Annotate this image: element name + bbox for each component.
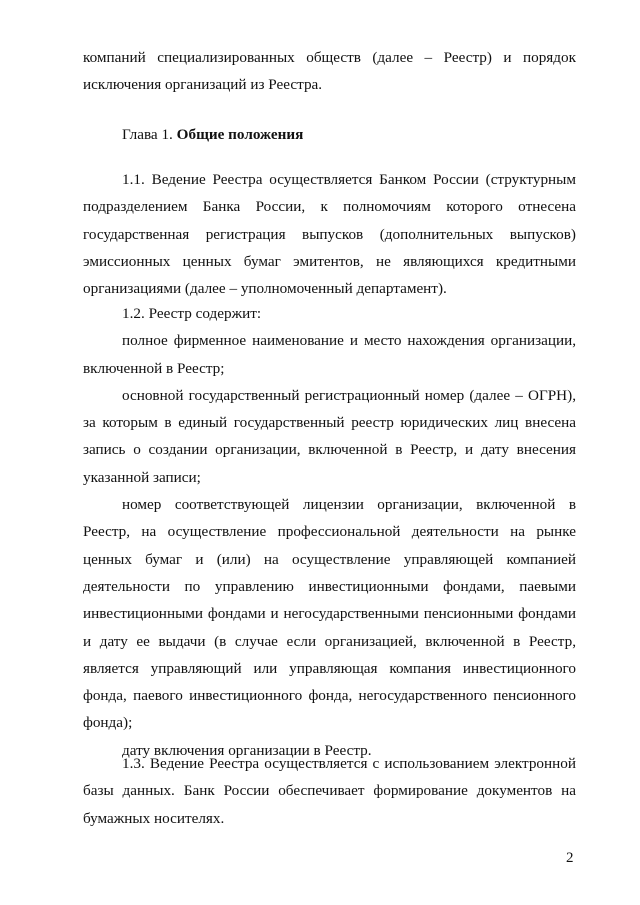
text-line: за которым в единый государственный реестр юридических лиц внесена — [83, 414, 576, 432]
section-1-1 — [83, 166, 576, 302]
section-1-2 — [83, 300, 576, 764]
text-line: основной государственный регистрационный номер (далее – ОГРН), — [122, 386, 576, 404]
text-line: 1.1. Ведение Реестра осуществляется Банком России (структурным — [122, 171, 576, 188]
text-line: номер соответствующей лицензии организации, включенной в — [122, 496, 576, 514]
chapter-heading — [122, 121, 303, 148]
text-line: является управляющий или управляющая компания инвестиционного — [83, 659, 576, 677]
text-line: ценных бумаг и (или) на осуществление управляющей компанией — [83, 550, 576, 568]
text-line: Реестр, на осуществление профессиональной деятельности на рынке — [83, 523, 576, 541]
chapter-label: Глава 1. — [122, 126, 173, 143]
text-line: 1.2. Реестр содержит: — [122, 305, 262, 322]
text-line: государственная регистрация выпусков (дополнительных выпусков) — [83, 225, 576, 243]
text-line: и дату ее выдачи (в случае если организацией, включенной в Реестр, — [83, 632, 576, 650]
text-line: запись о создании организации, включенной в Реестр, и дату внесения — [83, 441, 576, 459]
text-line: включенной в Реестр; — [83, 359, 225, 377]
text-line: полное фирменное наименование и место нахождения организации, — [122, 332, 576, 350]
text-line: 1.3. Ведение Реестра осуществляется с использованием электронной — [122, 755, 576, 772]
text-line: инвестиционными фондами и негосударственными пенсионными фондами — [83, 605, 576, 623]
text-line: организациями (далее – уполномоченный департамент). — [83, 280, 447, 298]
text-line: компаний специализированных обществ (далее – Реестр) и порядок — [83, 49, 576, 66]
chapter-title: Общие положения — [176, 126, 304, 143]
text-line: фонда); — [83, 714, 133, 732]
text-line: дату включения организации в Реестр. — [122, 741, 372, 759]
text-line: эмиссионных ценных бумаг эмитентов, не являющихся кредитными — [83, 252, 576, 270]
intro-paragraph — [83, 44, 576, 99]
text-line: фонда, паевого инвестиционного фонда, негосударственного пенсионного — [83, 687, 576, 705]
text-line: базы данных. Банк России обеспечивает формирование документов на — [83, 782, 576, 800]
text-line: исключения организаций из Реестра. — [83, 76, 323, 94]
text-line: бумажных носителях. — [83, 809, 225, 827]
page-number: 2 — [566, 850, 574, 866]
text-line: указанной записи; — [83, 468, 201, 486]
text-line: деятельности по управлению инвестиционными фондами, паевыми — [83, 577, 576, 595]
section-1-3 — [83, 750, 576, 832]
text-line: подразделением Банка России, к полномочиям которого отнесена — [83, 198, 576, 216]
